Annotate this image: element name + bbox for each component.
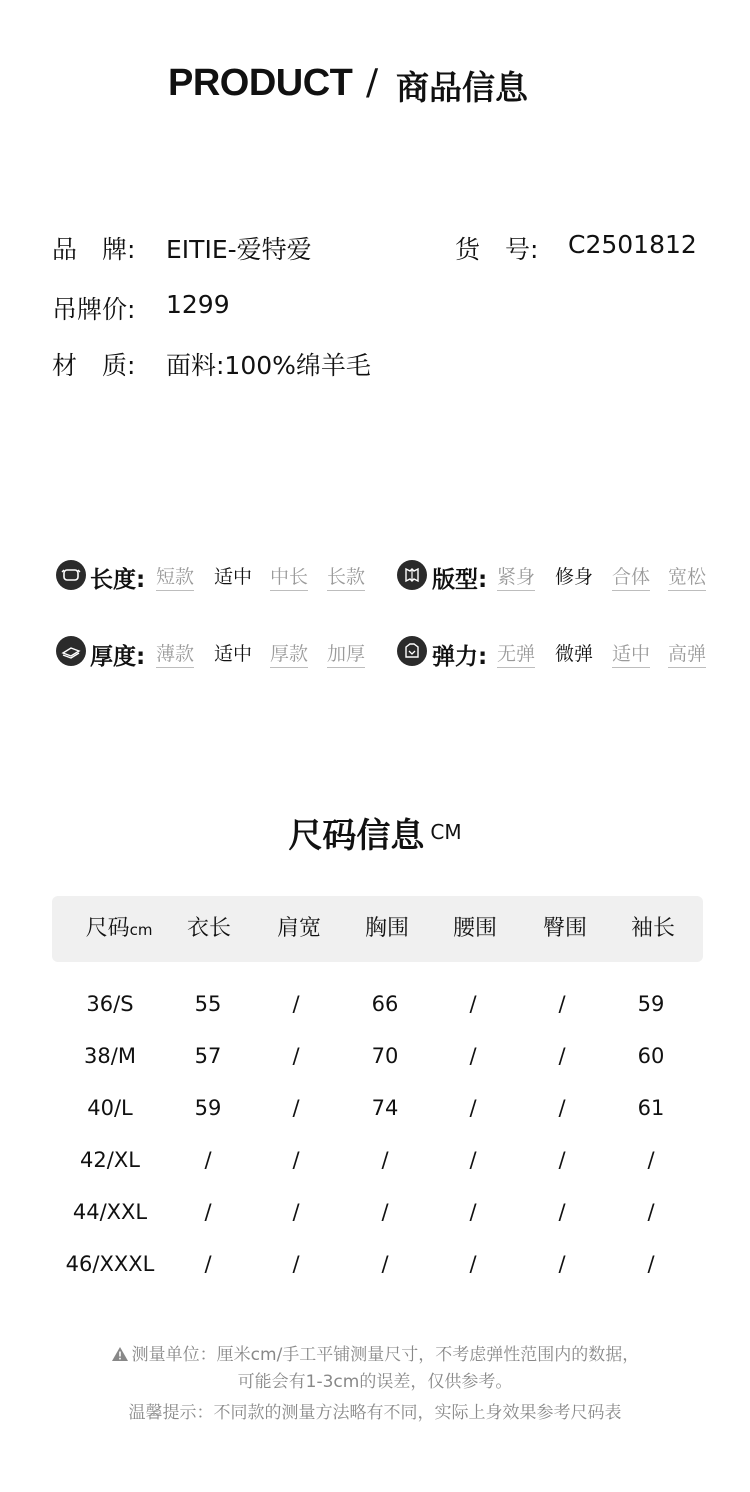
size-cell: / bbox=[558, 1044, 566, 1068]
elasticity-option: 无弹 bbox=[497, 639, 535, 668]
header-size: 尺码cm bbox=[85, 916, 153, 941]
elasticity-option-selected: 微弹 bbox=[555, 643, 594, 665]
length-option-selected: 适中 bbox=[214, 566, 253, 588]
note-line3: 温馨提示：不同款的测量方法略有不同，实际上身效果参考尺码表 bbox=[128, 1403, 622, 1423]
size-cell: 70 bbox=[371, 1044, 399, 1068]
thickness-label: 厚度: bbox=[90, 644, 146, 670]
size-cell: 66 bbox=[371, 992, 399, 1016]
header-hip: 臀围 bbox=[542, 916, 587, 941]
price-label: 吊牌价: bbox=[52, 295, 136, 324]
warning-icon bbox=[111, 1346, 129, 1362]
size-cell: / bbox=[292, 1200, 300, 1224]
size-cell: / bbox=[558, 1148, 566, 1172]
note-line2: 可能会有1-3cm的误差，仅供参考。 bbox=[237, 1372, 513, 1392]
header-chest: 胸围 bbox=[364, 916, 409, 941]
thickness-icon bbox=[56, 636, 86, 666]
size-title-text: 尺码信息 bbox=[288, 816, 425, 856]
material-label: 材 质: bbox=[52, 351, 136, 380]
size-cell-label: 46/XXXL bbox=[65, 1252, 155, 1276]
length-icon bbox=[56, 560, 86, 590]
sku-value: C2501812 bbox=[568, 230, 697, 259]
size-cell: / bbox=[558, 1096, 566, 1120]
size-cell: / bbox=[647, 1200, 655, 1224]
size-cell: / bbox=[204, 1148, 212, 1172]
size-cell: / bbox=[469, 992, 477, 1016]
size-cell: 59 bbox=[637, 992, 665, 1016]
header-shoulder: 肩宽 bbox=[276, 916, 321, 941]
header-length: 衣长 bbox=[186, 916, 231, 941]
size-cell: / bbox=[204, 1252, 212, 1276]
title-cn: 商品信息 bbox=[396, 68, 528, 107]
price-value: 1299 bbox=[166, 290, 230, 319]
thickness-option-selected: 适中 bbox=[214, 643, 253, 665]
size-cell: / bbox=[204, 1200, 212, 1224]
size-cell-label: 36/S bbox=[86, 992, 134, 1016]
size-cell: / bbox=[292, 992, 300, 1016]
size-cell: / bbox=[292, 1044, 300, 1068]
size-cell: / bbox=[558, 1200, 566, 1224]
header-waist: 腰围 bbox=[452, 916, 497, 941]
fit-option: 紧身 bbox=[497, 562, 535, 591]
size-cell: / bbox=[381, 1200, 389, 1224]
thickness-option: 薄款 bbox=[156, 639, 194, 668]
size-cell: / bbox=[381, 1252, 389, 1276]
size-cell: / bbox=[558, 992, 566, 1016]
size-cell: / bbox=[469, 1044, 477, 1068]
size-cell: 61 bbox=[637, 1096, 665, 1120]
note-line1: 测量单位：厘米cm/手工平铺测量尺寸，不考虑弹性范围内的数据， bbox=[0, 1340, 750, 1365]
size-cell-label: 38/M bbox=[84, 1044, 136, 1068]
size-cell: / bbox=[469, 1096, 477, 1120]
size-cell: 59 bbox=[194, 1096, 222, 1120]
fit-icon bbox=[397, 560, 427, 590]
sku-label: 货 号: bbox=[455, 235, 539, 264]
elasticity-option: 高弹 bbox=[668, 639, 706, 668]
elasticity-icon bbox=[397, 636, 427, 666]
fit-option-selected: 修身 bbox=[555, 566, 594, 588]
size-cell: 57 bbox=[194, 1044, 222, 1068]
size-cell: / bbox=[647, 1252, 655, 1276]
size-table-header bbox=[52, 896, 703, 962]
brand-label: 品 牌: bbox=[52, 235, 136, 264]
material-value: 面料:100%绵羊毛 bbox=[166, 351, 371, 380]
size-cell: / bbox=[292, 1252, 300, 1276]
length-option: 长款 bbox=[327, 562, 365, 591]
size-cell: / bbox=[558, 1252, 566, 1276]
length-option: 短款 bbox=[156, 562, 194, 591]
size-cell: / bbox=[647, 1148, 655, 1172]
fit-label: 版型: bbox=[432, 567, 488, 593]
size-cell-label: 44/XXL bbox=[72, 1200, 148, 1224]
size-cell: 60 bbox=[637, 1044, 665, 1068]
size-cell: / bbox=[469, 1148, 477, 1172]
elasticity-label: 弹力: bbox=[432, 644, 488, 670]
length-option: 中长 bbox=[270, 562, 308, 591]
size-title-unit: CM bbox=[430, 820, 462, 844]
size-cell: / bbox=[469, 1200, 477, 1224]
size-cell: / bbox=[292, 1096, 300, 1120]
title-slash: / bbox=[366, 62, 379, 103]
fit-option: 宽松 bbox=[668, 562, 706, 591]
size-cell: / bbox=[292, 1148, 300, 1172]
thickness-option: 厚款 bbox=[270, 639, 308, 668]
size-cell: / bbox=[469, 1252, 477, 1276]
fit-option: 合体 bbox=[612, 562, 650, 591]
size-cell-label: 40/L bbox=[87, 1096, 133, 1120]
size-title bbox=[0, 808, 750, 857]
brand-value: EITIE-爱特爱 bbox=[166, 235, 312, 264]
length-label: 长度: bbox=[90, 567, 146, 593]
thickness-option: 加厚 bbox=[327, 639, 365, 668]
header-size-unit: cm bbox=[129, 921, 153, 939]
elasticity-option: 适中 bbox=[612, 639, 650, 668]
size-cell-label: 42/XL bbox=[80, 1148, 140, 1172]
title-en: PRODUCT bbox=[168, 62, 353, 104]
header-sleeve: 袖长 bbox=[630, 916, 675, 941]
size-cell: 55 bbox=[194, 992, 222, 1016]
size-cell: / bbox=[381, 1148, 389, 1172]
size-cell: 74 bbox=[371, 1096, 399, 1120]
